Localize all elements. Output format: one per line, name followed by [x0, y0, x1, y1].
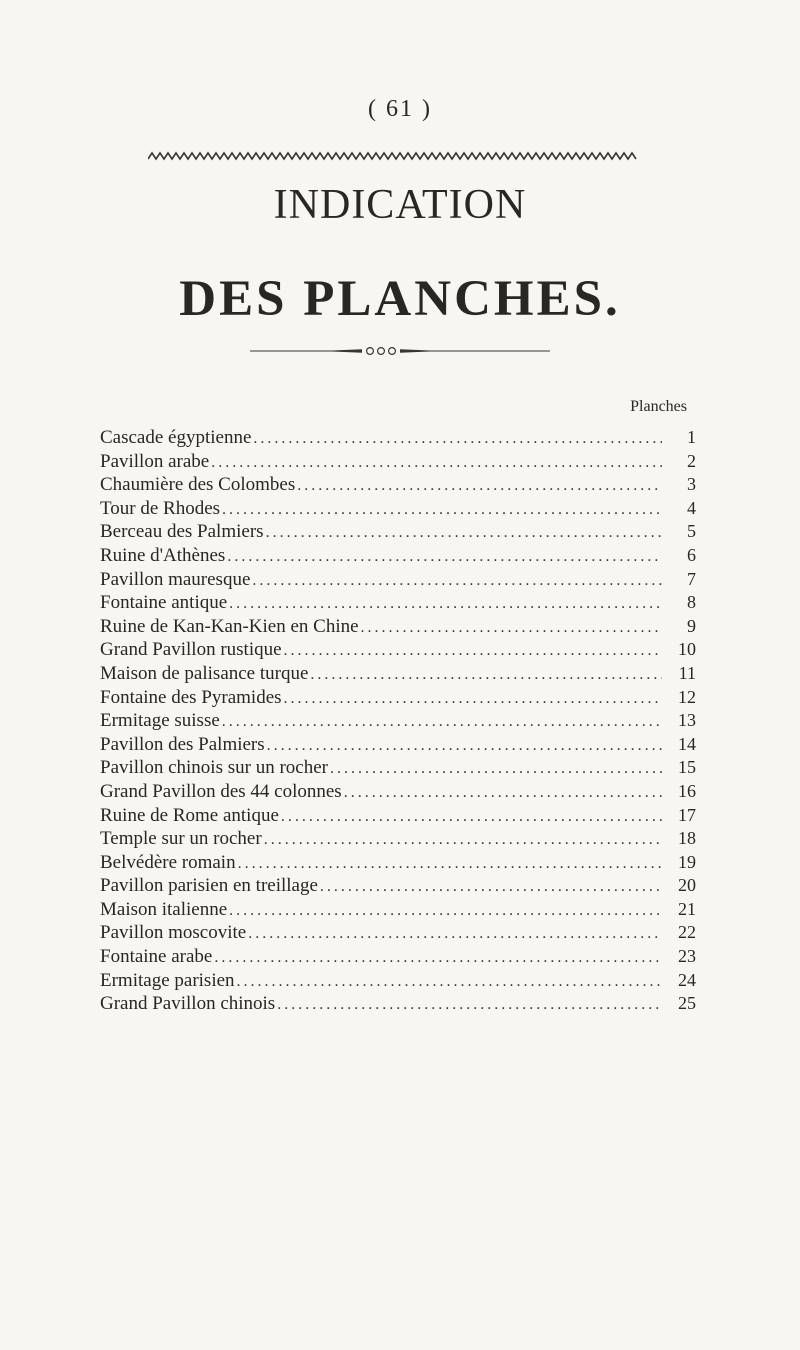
- toc-entry: [100, 827, 696, 851]
- toc-entry: [100, 804, 696, 828]
- dot-leader: [284, 687, 662, 711]
- toc-entry: [100, 733, 696, 757]
- entry-title: Ermitage parisien: [100, 969, 235, 991]
- dot-leader: [320, 875, 662, 899]
- toc-entry: [100, 756, 696, 780]
- toc-entry: [100, 638, 696, 662]
- plate-number: 5: [687, 521, 696, 542]
- dot-leader: [238, 852, 662, 876]
- plate-number: 8: [687, 592, 696, 613]
- plate-number: 24: [678, 969, 696, 990]
- dot-leader: [361, 616, 662, 640]
- page-number: ( 61 ): [368, 96, 432, 122]
- entry-title: Pavillon des Palmiers: [100, 733, 265, 755]
- toc-entry: [100, 874, 696, 898]
- plate-number: 19: [678, 851, 696, 872]
- plate-number: 7: [687, 568, 696, 589]
- entry-title: Grand Pavillon des 44 colonnes: [100, 780, 342, 802]
- toc-entry: [100, 450, 696, 474]
- entry-title: Pavillon moscovite: [100, 922, 247, 944]
- plate-number: 13: [678, 710, 696, 731]
- toc-entry: [100, 945, 696, 969]
- dot-leader: [229, 592, 662, 616]
- plate-number: 4: [687, 497, 696, 518]
- entry-title: Pavillon chinois sur un rocher: [100, 757, 328, 779]
- entry-title: Ruine d'Athènes: [100, 544, 226, 566]
- toc-entry: [100, 662, 696, 686]
- toc-entry: [100, 520, 696, 544]
- toc-entry: [100, 426, 696, 450]
- entry-title: Pavillon arabe: [100, 450, 210, 472]
- entry-title: Ruine de Kan-Kan-Kien en Chine: [100, 615, 359, 637]
- toc-entry: [100, 568, 696, 592]
- toc-entry: [100, 615, 696, 639]
- toc-entry: [100, 851, 696, 875]
- toc-entry: [100, 709, 696, 733]
- dot-leader: [297, 474, 662, 498]
- entry-title: Fontaine des Pyramides: [100, 686, 282, 708]
- toc-entry: [100, 921, 696, 945]
- toc-entry: [100, 473, 696, 497]
- entry-title: Grand Pavillon chinois: [100, 993, 276, 1015]
- dot-leader: [284, 639, 662, 663]
- dot-leader: [344, 781, 662, 805]
- dot-leader: [264, 828, 662, 852]
- dot-leader: [266, 521, 662, 545]
- toc-entry: [100, 686, 696, 710]
- dot-leader: [252, 569, 662, 593]
- title-line-2: DES PLANCHES.: [179, 271, 621, 327]
- dot-leader: [227, 545, 662, 569]
- plate-number: 21: [678, 898, 696, 919]
- plate-number: 6: [687, 544, 696, 565]
- plate-number: 2: [687, 450, 696, 471]
- plate-number: 23: [678, 946, 696, 967]
- plate-number: 9: [687, 615, 696, 636]
- plate-number: 25: [678, 993, 696, 1014]
- plates-index: [100, 426, 696, 1016]
- entry-title: Temple sur un rocher: [100, 828, 262, 850]
- plate-number: 17: [678, 804, 696, 825]
- entry-title: Maison italienne: [100, 898, 228, 920]
- title-line-1: INDICATION: [273, 182, 527, 228]
- entry-title: Berceau des Palmiers: [100, 521, 264, 543]
- entry-title: Chaumière des Colombes: [100, 474, 296, 496]
- toc-entry: [100, 780, 696, 804]
- dot-leader: [214, 946, 662, 970]
- toc-entry: [100, 992, 696, 1016]
- dot-leader: [277, 993, 662, 1017]
- column-header-planches: Planches: [630, 398, 687, 415]
- plate-number: 18: [678, 828, 696, 849]
- dot-leader: [222, 498, 662, 522]
- entry-title: Fontaine antique: [100, 592, 228, 614]
- plate-number: 11: [678, 662, 696, 683]
- plate-number: 15: [678, 757, 696, 778]
- plate-number: 16: [678, 780, 696, 801]
- entry-title: Ermitage suisse: [100, 710, 220, 732]
- plate-number: 10: [678, 639, 696, 660]
- entry-title: Tour de Rhodes: [100, 497, 221, 519]
- dot-leader: [229, 899, 662, 923]
- toc-entry: [100, 497, 696, 521]
- toc-entry: [100, 969, 696, 993]
- dot-leader: [281, 805, 662, 829]
- entry-title: Belvédère romain: [100, 851, 236, 873]
- plate-number: 20: [678, 875, 696, 896]
- entry-title: Ruine de Rome antique: [100, 804, 279, 826]
- dot-leader: [211, 451, 662, 475]
- plate-number: 14: [678, 733, 696, 754]
- dot-leader: [267, 734, 662, 758]
- toc-entry: [100, 544, 696, 568]
- entry-title: Cascade égyptienne: [100, 427, 252, 448]
- dot-leader: [330, 757, 662, 781]
- dot-leader: [310, 663, 662, 687]
- ornamental-divider: [250, 346, 550, 356]
- plate-number: 3: [687, 474, 696, 495]
- plate-number: 22: [678, 922, 696, 943]
- ornament-rule: [148, 150, 658, 162]
- dot-leader: [222, 710, 662, 734]
- entry-title: Pavillon mauresque: [100, 568, 251, 590]
- toc-entry: [100, 898, 696, 922]
- plate-number: 1: [687, 427, 696, 447]
- dot-leader: [248, 922, 662, 946]
- entry-title: Pavillon parisien en treillage: [100, 875, 318, 897]
- dot-leader: [253, 427, 662, 451]
- toc-entry: [100, 591, 696, 615]
- entry-title: Fontaine arabe: [100, 946, 213, 968]
- entry-title: Grand Pavillon rustique: [100, 639, 282, 661]
- entry-title: Maison de palisance turque: [100, 662, 309, 684]
- plate-number: 12: [678, 686, 696, 707]
- dot-leader: [237, 970, 662, 994]
